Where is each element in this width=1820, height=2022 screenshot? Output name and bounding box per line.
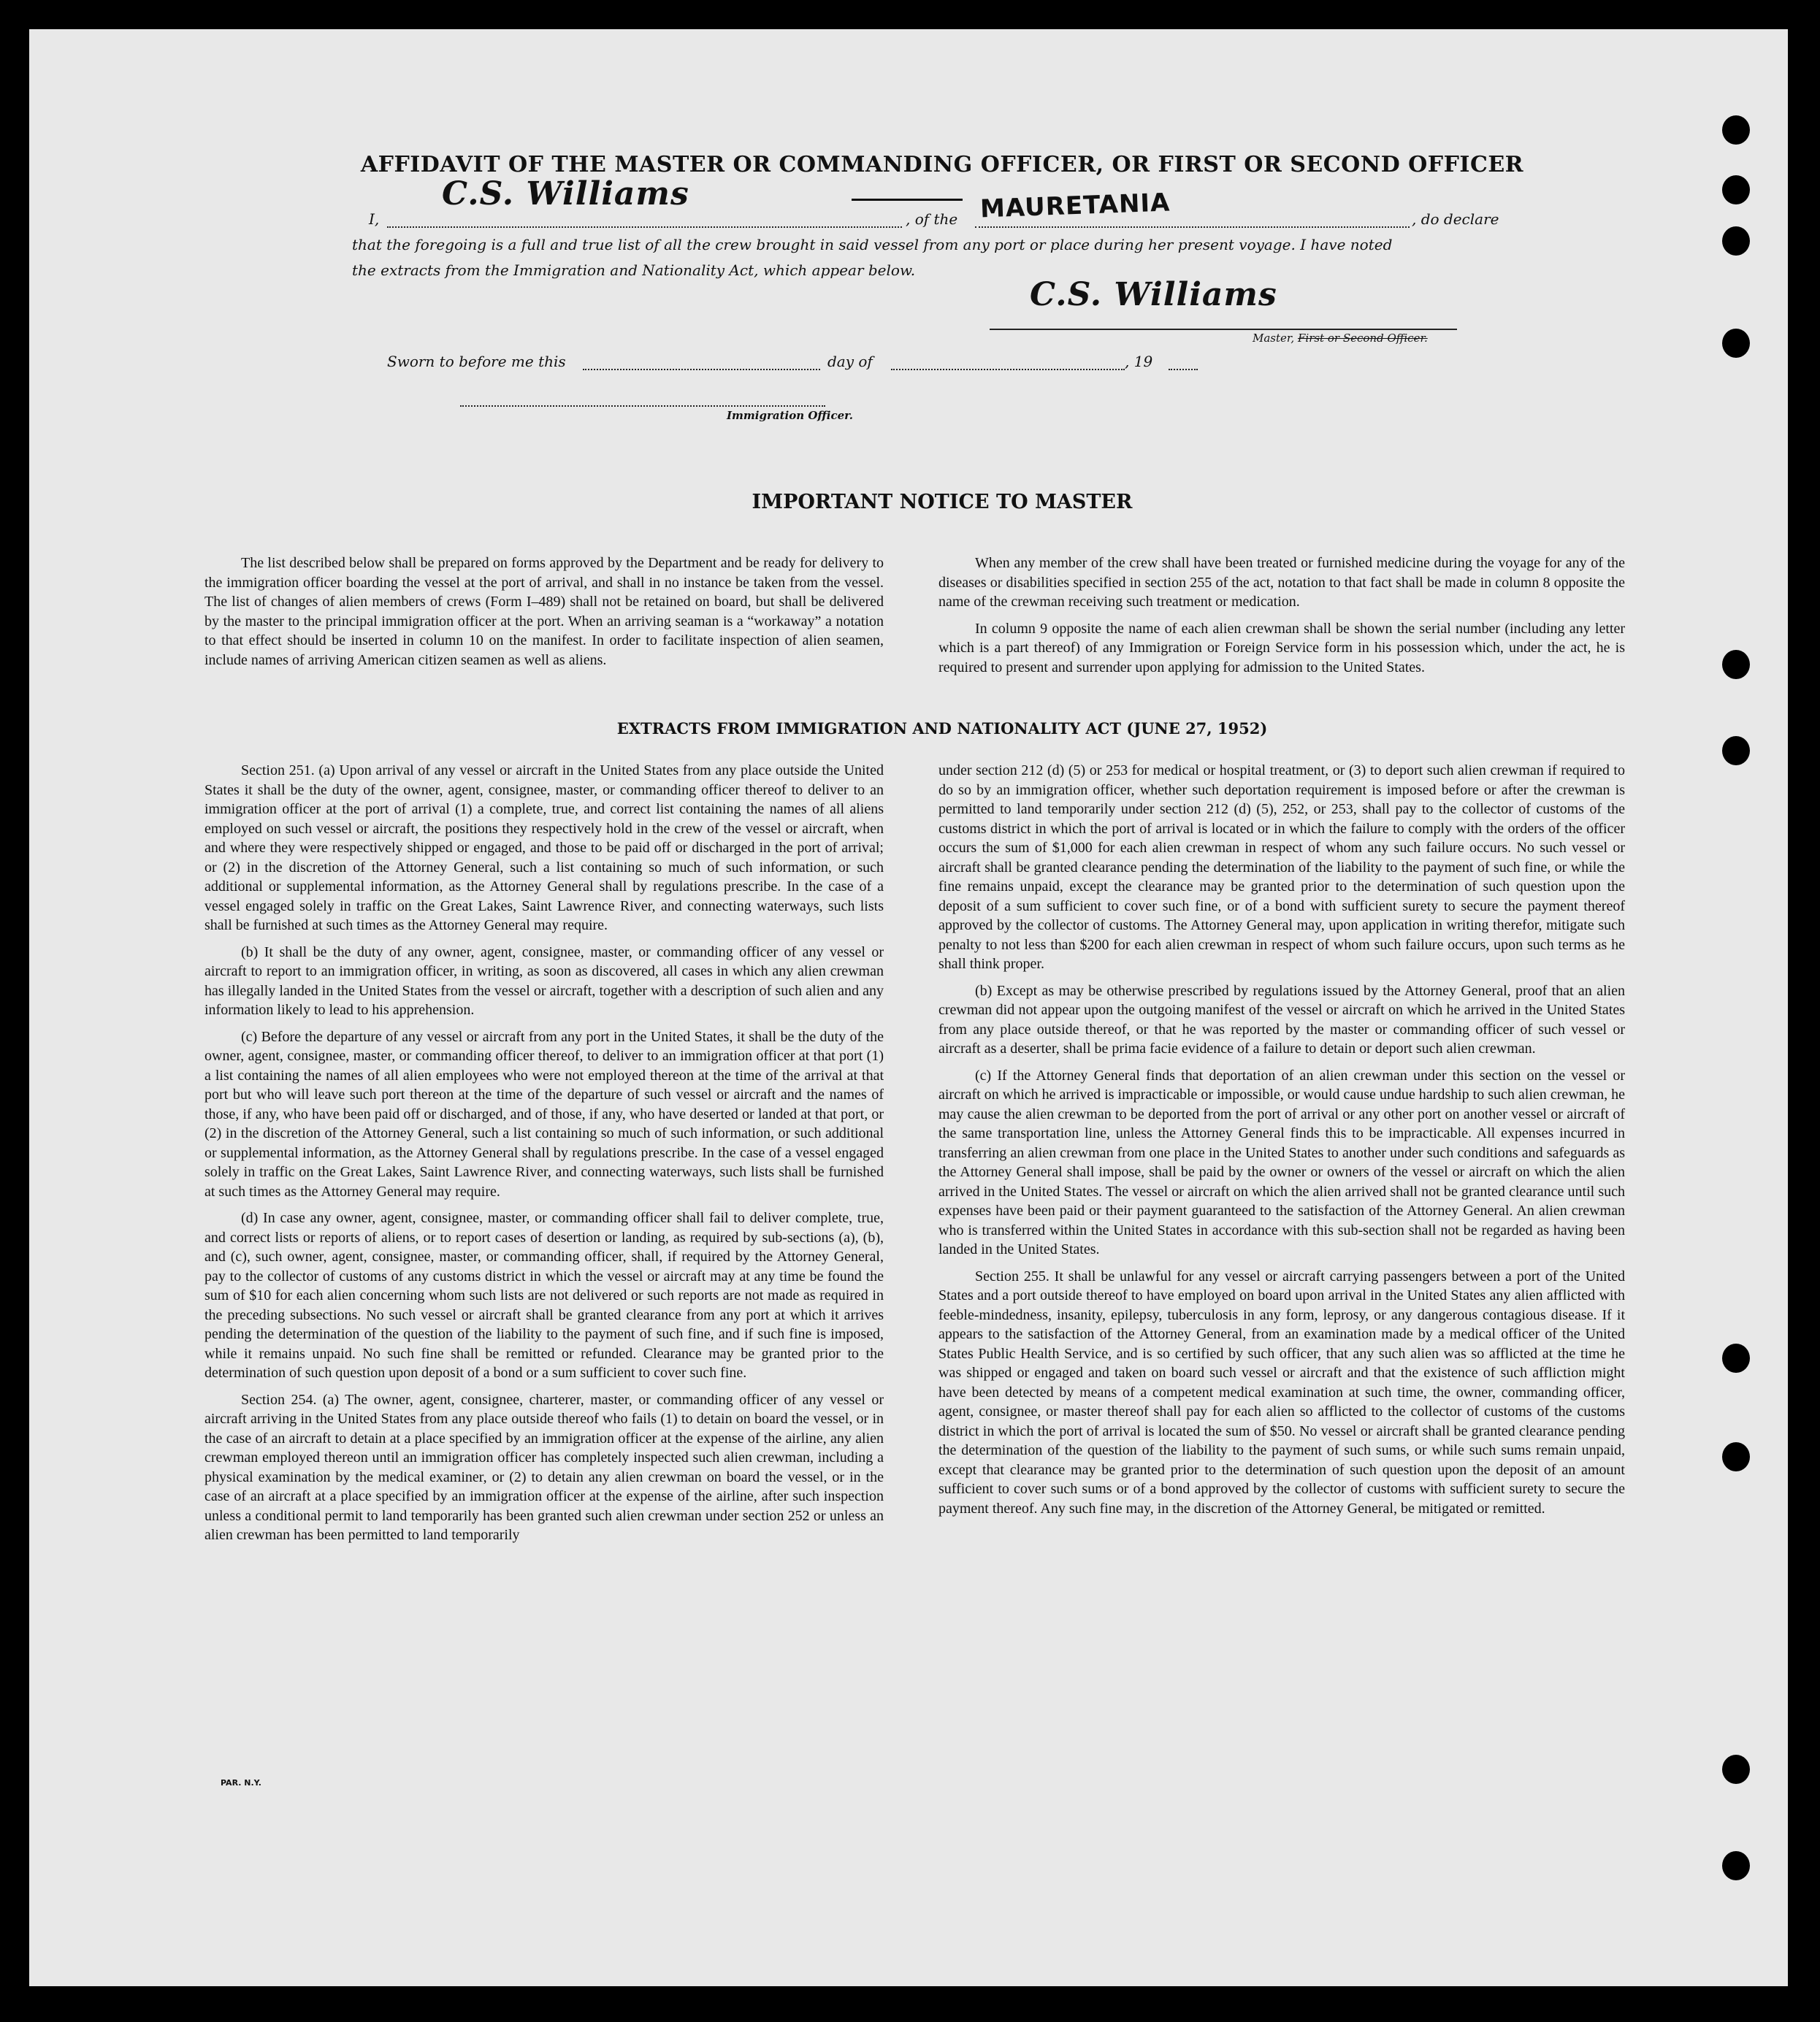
struck-officer-label: First or Second Officer. <box>1297 332 1428 345</box>
punch-hole <box>1722 226 1750 256</box>
of-the-label: , of the <box>906 210 958 228</box>
act-section: under section 212 (d) (5) or 253 for medical or hospital treatment, or (3) to deport such alien crewman if required to do so by an immigration officer, whether such deportation requirement is imposed before or after the crewman is permitted to land temporarily under section 212 (d) (5), 252, or 253, shall pay to the collector of customs of the customs district in which the port of arrival is located or in which the failure to comply with the orders of the officer occurs the sum of $1,000 for each alien crewman in respect of whom any such failure occurs. No such vessel or aircraft shall be granted clearance pending the determination of the liability to the payment of such fine, or while the fine remains unpaid, except the clearance may be granted prior to the determination of such question upon the deposit of a sum sufficient to cover such fine, or of a bond with sufficient surety to secure the payment thereof approved by the collector of customs. The Attorney General may, upon application in writing therefor, mitigate such penalty to not less than $200 for each alien crewman in respect of whom such failure occurs, upon such terms as he shall think proper. <box>938 762 1625 972</box>
notice-right-column <box>938 554 1625 684</box>
act-section: (c) If the Attorney General finds that deportation of an alien crewman under this section on the vessel or aircraft on which he arrived is impracticable or impossible, or would cause undue hardship to such alien crewman, he may cause the alien crewman to be deported from the port of arrival or any other port on another vessel or aircraft of the same transportation line, unless the Attorney General finds this to be impracticable. All expenses incurred in transferring an alien crewman from one place in the United States to another under such conditions and safeguards as the Attorney General shall impose, shall be paid by the owner or owners of the vessel or aircraft on which the alien arrived in the United States. The vessel or aircraft on which the alien arrived shall not be granted clearance until such expenses have been paid or their payment guaranteed to the satisfaction of the Attorney General. An alien crewman who is transferred within the United States in accordance with this sub-section shall not be regarded as having been landed in the United States. <box>938 1067 1625 1257</box>
officer-signature-line <box>460 405 825 407</box>
sworn-year-line <box>1169 369 1198 370</box>
sworn-day-line <box>583 369 820 370</box>
vessel-name: MAURETANIA <box>979 188 1171 224</box>
punch-hole <box>1722 115 1750 145</box>
act-section: Section 254. (a) The owner, agent, consignee, charterer, master, or commanding officer of any vessel or aircraft arriving in the United States from any place outside thereof who fails (1) to detain on board the vessel, or in the case of an aircraft to detain at a place specified by an immigration officer at the expense of the airline, any alien crewman employed thereon until an immigration officer has completely inspected such alien crewman, including a physical examination by the medical examiner, or (2) to detain any alien crewman on board the vessel, or in the case of an aircraft at a place specified by an immigration officer at the expense of the airline, after such inspection unless a conditional permit to land temporarily has been granted such alien crewman under section 252 or unless an alien crewman has been permitted to land temporarily <box>204 1391 884 1543</box>
act-section: (c) Before the departure of any vessel or aircraft from any port in the United States, it shall be the duty of the owner, agent, consignee, master, or commanding officer thereof, to deliver to an immigration officer at that port (1) a list containing the names of all alien employees who were not employed thereon at the time of the arrival at that port but who will leave such port thereon at the time of the departure of such vessel or aircraft and the names of those, if any, who have been paid off or discharged, and of those, if any, who have deserted or landed at that port, or (2) in the discretion of the Attorney General, such a list containing so much of such information, or such additional or supplemental information, as the Attorney General shall by regulations prescribe. In the case of a vessel engaged solely in traffic on the Great Lakes, Saint Lawrence River, and connecting waterways, such lists shall be furnished at such times as the Attorney General may require. <box>204 1028 884 1200</box>
master-label: Master, <box>1253 332 1295 345</box>
do-declare-label: , do declare <box>1412 210 1499 228</box>
punch-hole <box>1722 1851 1750 1880</box>
act-section: Section 255. It shall be unlawful for any vessel or aircraft carrying passengers between a port of the United States and a port outside thereof to have employed on board upon arrival in the United States any alien afflicted with feeble-mindedness, insanity, epilepsy, tuberculosis in any form, leprosy, or any dangerous contagious disease. If it appears to the satisfaction of the Attorney General, from an examination made by a medical officer of the United States Public Health Service, and is so certified by such officer, that any such alien was so afflicted at the time he was shipped or engaged and taken on board such vessel or aircraft and that the existence of such affliction might have been detected by means of a competent medical examination at such time, the owner, commanding officer, agent, consignee, or master thereof shall pay for each alien so afflicted to the collector of customs of the customs district in which the port of arrival is located the sum of $50. No vessel or aircraft shall be granted clearance pending the determination of the question of the liability to the payment of such sums, or while such sums remain unpaid, except that clearance may be granted prior to the determination of such question upon the deposit of an amount sufficient to cover such sums or of a bond approved by the collector of customs with sufficient surety to secure the payment thereof. Any such fine may, in the discretion of the Attorney General, be mitigated or remitted. <box>938 1268 1625 1517</box>
act-section: Section 251. (a) Upon arrival of any vessel or aircraft in the United States from any place outside the United States it shall be the duty of the owner, agent, consignee, master, or commanding officer thereof to deliver to an immigration officer at the port of arrival (1) a complete, true, and correct list containing the names of all aliens employed on such vessel or aircraft, the positions they respectively hold in the crew of the vessel or aircraft, when and where they were respectively shipped or engaged, and those to be paid off or discharged in the port of arrival; or (2) in the discretion of the Attorney General, such a list containing so much of such information, or such additional or supplemental information, as the Attorney General shall by regulations prescribe. In the case of a vessel engaged solely in traffic on the Great Lakes, Saint Lawrence River, and connecting waterways, such lists shall be furnished at such times as the Attorney General may require. <box>204 762 884 933</box>
punch-hole <box>1722 736 1750 765</box>
printer-mark: PAR. N.Y. <box>221 1778 261 1788</box>
punch-hole <box>1722 1755 1750 1784</box>
punch-hole <box>1722 175 1750 204</box>
notice-left-column <box>204 554 884 677</box>
signature-2: C.S. Williams <box>1030 276 1277 313</box>
punch-hole <box>1722 329 1750 358</box>
punch-hole <box>1722 1442 1750 1471</box>
extracts-right-column <box>938 761 1625 1525</box>
affidavit-statement: that the foregoing is a full and true list of all the crew brought in said vessel from any port or place during her present voyage. I have noted <box>352 236 1393 253</box>
title-rule <box>852 199 963 201</box>
day-of-label: day of <box>827 353 873 370</box>
act-section: (b) It shall be the duty of any owner, agent, consignee, master, or commanding officer of any vessel or aircraft to report to an immigration officer, in writing, as soon as discovered, all cases in which any alien crewman has illegally landed in the United States from the vessel or aircraft, together with a description of such alien and any information likely to lead to his apprehension. <box>204 943 884 1018</box>
master-signature: C.S. Williams <box>442 175 689 212</box>
notice-paragraph: In column 9 opposite the name of each alien crewman shall be shown the serial number (including any letter which is a part thereof) of any Immigration or Foreign Service form in his possession which, under the act, he is required to present and surrender upon applying for admission to the United States. <box>938 620 1625 675</box>
signature-line <box>990 329 1457 330</box>
notice-paragraph: When any member of the crew shall have been treated or furnished medicine during the voyage for any of the diseases or disabilities specified in section 255 of the act, notation to that fact shall be made in column 8 opposite the name of the crewman receiving such treatment or medication. <box>938 555 1625 610</box>
vessel-field-line <box>975 226 1410 228</box>
notice-paragraph: The list described below shall be prepared on forms approved by the Department and be ready for delivery to the immigration officer boarding the vessel at the port of arrival, and shall in no instance be taken from the vessel. The list of changes of alien members of crews (Form I–489) shall not be retained on board, but shall be delivered by the master to the principal immigration officer at the port. When an arriving seaman is a “workaway” a notation to that effect should be inserted in column 10 on the manifest. In order to facilitate inspection of alien seamen, include names of arriving American citizen seamen as well as aliens. <box>204 555 884 668</box>
extracts-left-column <box>204 761 884 1552</box>
sworn-month-line <box>891 369 1125 370</box>
extracts-heading: EXTRACTS FROM IMMIGRATION AND NATIONALITY ACT (JUNE 27, 1952) <box>616 719 1268 738</box>
act-section: (b) Except as may be otherwise prescribed by regulations issued by the Attorney General, proof that an alien crewman did not appear upon the outgoing manifest of the vessel or aircraft on which he arrived in the United States from any place outside thereof, or that he was reported by the master or commanding officer of such vessel or aircraft as a deserter, shall be prima facie evidence of a failure to detain or deport such alien crewman. <box>938 982 1625 1057</box>
sworn-label: Sworn to before me this <box>387 353 566 370</box>
form-page <box>29 29 1788 1986</box>
signer-title <box>1253 332 1428 345</box>
notice-heading: IMPORTANT NOTICE TO MASTER <box>752 491 1133 513</box>
punch-hole <box>1722 1344 1750 1373</box>
punch-hole <box>1722 650 1750 679</box>
affidavit-statement: the extracts from the Immigration and Nationality Act, which appear below. <box>352 261 916 279</box>
act-section: (d) In case any owner, agent, consignee, master, or commanding officer shall fail to deliver complete, true, and correct lists or reports of aliens, or to report cases of desertion or landing, as required by sub-sections (a), (b), and (c), such owner, agent, consignee, master, or commanding officer, shall, if required by the Attorney General, pay to the collector of customs of any customs district in which the vessel or aircraft may at any time be found the sum of $10 for each alien concerning whom such lists are not delivered or such reports are not made as required in the preceding subsections. No such vessel or aircraft shall be granted clearance from any port at which it arrives pending the determination of the question of the liability to the payment of such fine, and if such fine is imposed, while it remains unpaid. No such fine shall be remitted or refunded. Clearance may be granted prior to the determination of such question upon deposit of a bond or a sum sufficient to cover such fine. <box>204 1210 884 1381</box>
i-label: I, <box>369 210 380 228</box>
year-label: , 19 <box>1125 353 1153 370</box>
name-field-line <box>387 226 902 228</box>
officer-label: Immigration Officer. <box>727 409 853 422</box>
affidavit-title: AFFIDAVIT OF THE MASTER OR COMMANDING OFFICER, OR FIRST OR SECOND OFFICER <box>360 152 1524 177</box>
